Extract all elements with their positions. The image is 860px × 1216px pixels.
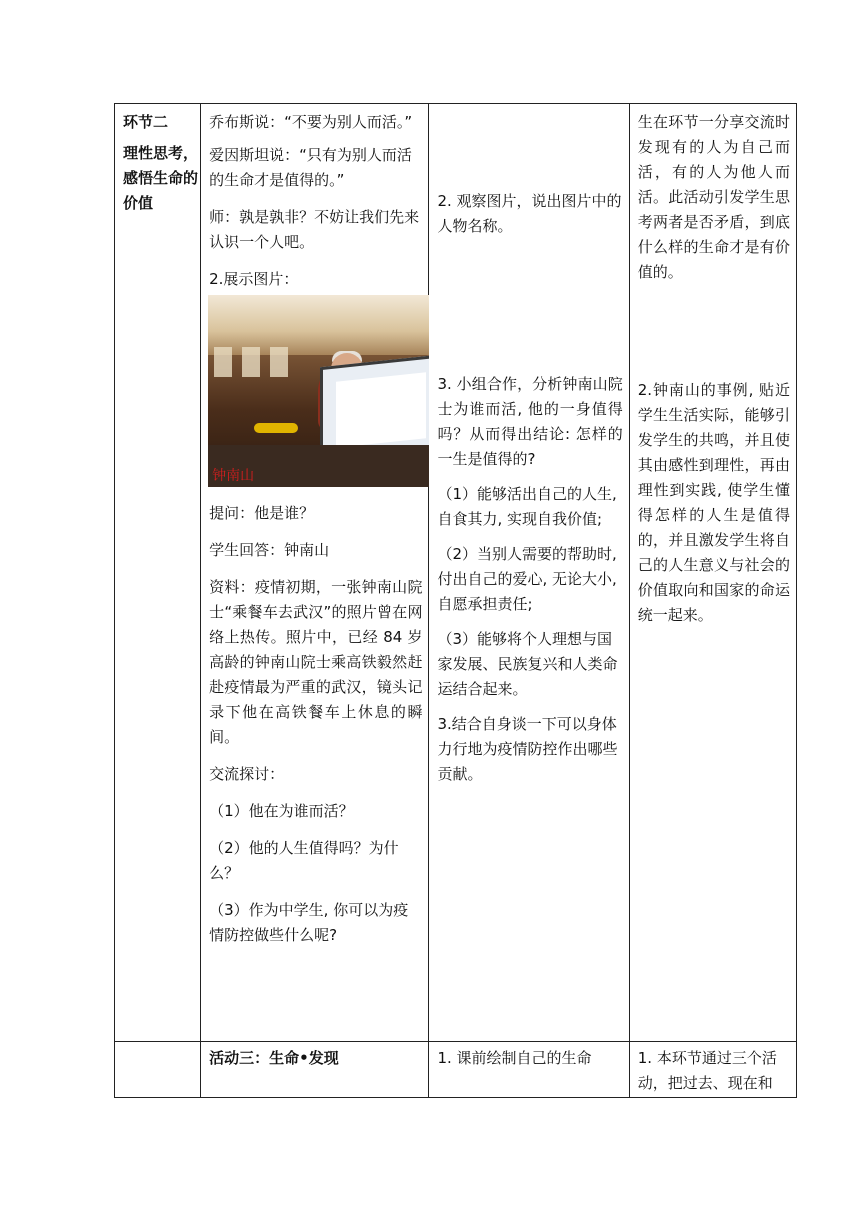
student-step-3: 3. 小组合作，分析钟南山院士为谁而活, 他的一身值得吗？从而得出结论: 怎样的一生是值得的? <box>437 375 623 468</box>
stage-label: 环节二 <box>123 113 169 131</box>
design-intent-cell-2 <box>629 1042 796 1098</box>
student-step-2: 2. 观察图片，说出图片中的人物名称。 <box>437 192 622 235</box>
stage-cell <box>115 104 201 1042</box>
intent-row2: 1. 本环节通过三个活动，把过去、现在和 <box>637 1049 777 1092</box>
show-picture-step: 2.展示图片： <box>209 270 299 288</box>
student-step-3b: 3.结合自身谈一下可以身体力行地为疫情防控作出哪些贡献。 <box>437 715 618 783</box>
table-row <box>115 1042 797 1098</box>
student-activity-cell <box>429 104 629 1042</box>
discussion-q3: （3）作为中学生, 你可以为疫情防控做些什么呢? <box>209 901 409 944</box>
discussion-heading: 交流探讨： <box>209 765 285 783</box>
table-row <box>115 104 797 1042</box>
discussion-q1: （1）他在为谁而活？ <box>209 802 354 820</box>
student-step-1: 1. 课前绘制自己的生命 <box>437 1049 592 1067</box>
discussion-q2: （2）他的人生值得吗？为什么？ <box>209 839 399 882</box>
quote-einstein: 爱因斯坦说：“只有为别人而活的生命才是值得的。” <box>209 146 412 189</box>
zhong-nanshan-photo <box>208 295 429 487</box>
question-who: 提问：他是谁？ <box>209 504 315 522</box>
conclusion-3: （3）能够将个人理想与国家发展、民族复兴和人类命运结合起来。 <box>437 630 618 698</box>
background-material: 资料：疫情初期，一张钟南山院士“乘餐车去武汉”的照片曾在网络上热传。照片中，已经 84 岁高龄的钟南山院士乘高铁毅然赶赴疫情最为严重的武汉，镜头记录下他在高铁餐车上休息的瞬间。 <box>209 578 423 746</box>
teacher-activity-cell <box>201 104 429 1042</box>
student-answer: 学生回答：钟南山 <box>209 541 330 559</box>
lesson-table <box>114 103 797 1098</box>
stage-title: 理性思考，感悟生命的价值 <box>123 144 199 212</box>
photo-signature: 钟南山 <box>212 468 255 484</box>
conclusion-1: （1）能够活出自己的人生, 自食其力, 实现自我价值; <box>437 485 617 528</box>
conclusion-2: （2）当别人需要的帮助时, 付出自己的爱心, 无论大小, 自愿承担责任; <box>437 545 617 613</box>
intent-paragraph-2: 2.钟南山的事例, 贴近学生生活实际，能够引发学生的共鸣，并且使其由感性到理性，再由理性到实践, 使学生懂得怎样的人生是值得的，并且激发学生将自己的人生意义与社会的价值取向和国家的命运统一起来。 <box>637 381 790 624</box>
activity-three-title: 活动三：生命•发现 <box>209 1049 339 1067</box>
activity-three-cell <box>201 1042 429 1098</box>
teacher-prompt: 师：孰是孰非？不妨让我们先来认识一个人吧。 <box>209 208 420 251</box>
design-intent-cell <box>629 104 796 1042</box>
stage-cell-2 <box>115 1042 201 1098</box>
student-activity-cell-2 <box>429 1042 629 1098</box>
quote-jobs: 乔布斯说：“不要为别人而活。” <box>209 113 413 131</box>
intent-paragraph-1: 生在环节一分享交流时发现有的人为自己而活，有的人为他人而活。此活动引发学生思考两者是否矛盾，到底什么样的生命才是有价值的。 <box>637 113 790 281</box>
